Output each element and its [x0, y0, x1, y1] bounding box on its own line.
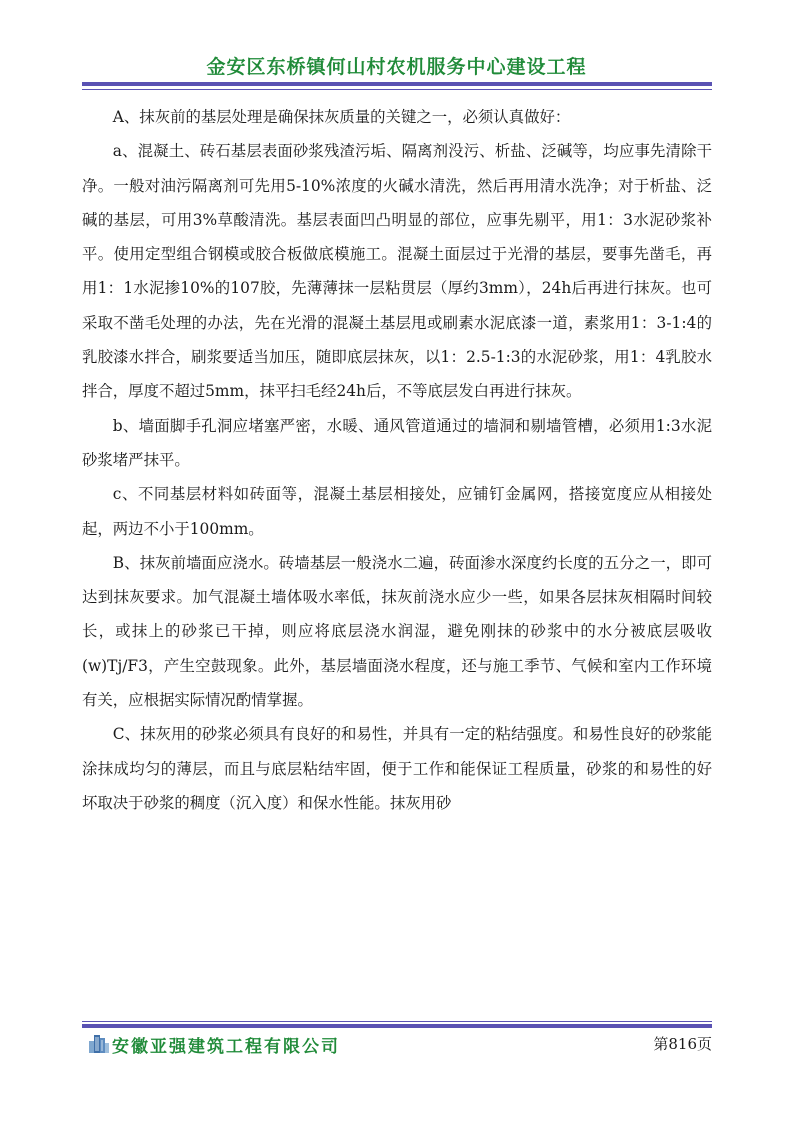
paragraph-c: C、抹灰用的砂浆必须具有良好的和易性，并具有一定的粘结强度。和易性良好的砂浆能涂抹成均匀的薄层，而且与底层粘结牢固，便于工作和能保证工程质量，砂浆的和易性的好坏取决于砂浆的稠度（沉入度）和保水性能。抹灰用砂 — [82, 725, 712, 812]
header-rule-thick — [82, 82, 712, 86]
paragraph-a-intro: A、抹灰前的基层处理是确保抹灰质量的关键之一，必须认真做好： — [112, 108, 571, 126]
paragraph-b: B、抹灰前墙面应浇水。砖墙基层一般浇水二遍，砖面渗水深度约长度的五分之一，即可达到抹灰要求。加气混凝土墙体吸水率低，抹灰前浇水应少一些，如果各层抹灰相隔时间较长，或抹上的砂浆已干掉，则应将底层浇水润湿，避免刚抹的砂浆中的水分被底层吸收(w)Tj/F3，产生空鼓现象。此外，基层墙面浇水程度，还与施工季节、气候和室内工作环境有关，应根据实际情况酌情掌握。 — [82, 553, 712, 710]
footer-rule-thick — [82, 1024, 712, 1028]
paragraph-a-item-a: a、混凝土、砖石基层表面砂浆残渣污垢、隔离剂没污、析盐、泛碱等，均应事先清除干净。一般对油污隔离剂可先用5-10%浓度的火碱水清洗，然后再用清水洗净；对于析盐、泛碱的基层，可用3%草酸清洗。基层表面凹凸明显的部位，应事先剔平，用1：3水泥砂浆补平。使用定型组合钢模或胶合板做底模施工。混凝土面层过于光滑的基层，要事先凿毛，再用1：1水泥掺10%的107胶，先薄薄抹一层粘贯层（厚约3mm），24h后再进行抹灰。也可采取不凿毛处理的办法，先在光滑的混凝土基层甩或刷素水泥底漆一道，素浆用1：3-1:4的乳胶漆水拌合，刷浆要适当加压，随即底层抹灰，以1：2.5-1:3的水泥砂浆，用1：4乳胶水拌合，厚度不超过5mm，抹平扫毛经24h后，不等底层发白再进行抹灰。 — [82, 142, 712, 401]
building-logo-icon — [88, 1032, 110, 1054]
footer-company-name: 安徽亚强建筑工程有限公司 — [112, 1037, 340, 1057]
paragraph-a-item-c: c、不同基层材料如砖面等，混凝土基层相接处，应铺钉金属网，搭接宽度应从相接处起，两边不小于100mm。 — [82, 485, 712, 538]
paragraph-a-item-b: b、墙面脚手孔洞应堵塞严密，水暖、通风管道通过的墙洞和剔墙管槽，必须用1:3水泥砂浆堵严抹平。 — [82, 416, 712, 469]
footer-page-number: 第816页 — [653, 1035, 712, 1053]
page-content — [82, 100, 712, 820]
footer-rule-thin — [82, 1021, 712, 1022]
header-rule-thin — [82, 89, 712, 90]
page-header-title: 金安区东桥镇何山村农机服务中心建设工程 — [206, 56, 587, 78]
